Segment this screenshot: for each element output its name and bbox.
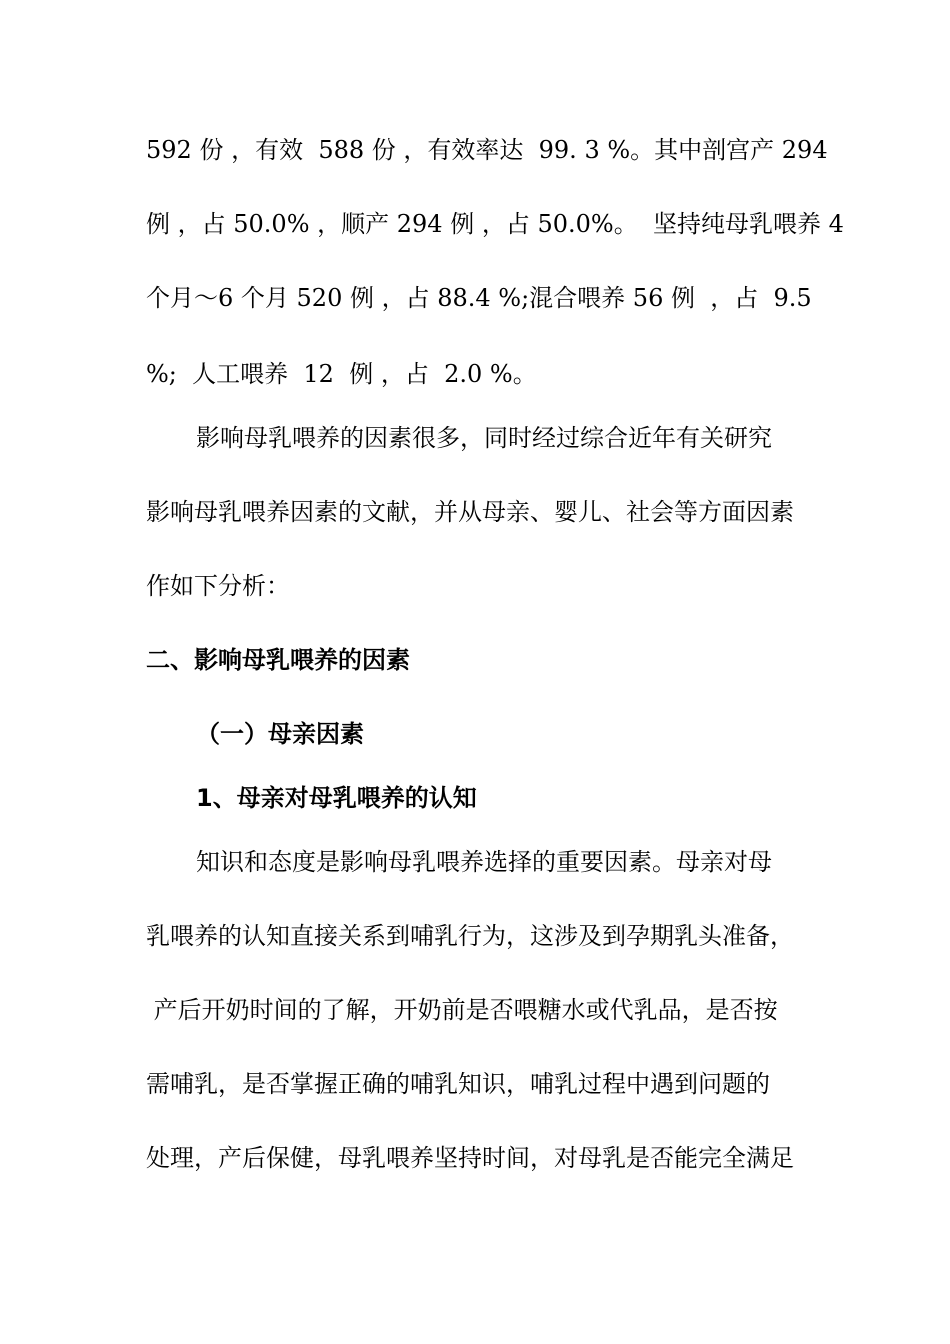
paragraph-line: 处理，产后保健，母乳喂养坚持时间，对母乳是否能完全满足 <box>146 1144 794 1172</box>
paragraph-line: 作如下分析： <box>146 572 290 600</box>
item-heading: 1、母亲对母乳喂养的认知 <box>196 784 477 812</box>
paragraph-line: 产后开奶时间的了解，开奶前是否喂糖水或代乳品，是否按 <box>146 996 778 1024</box>
paragraph-line: 例 ，占 50.0% ，顺产 294 例 ，占 50.0%。 坚持纯母乳喂养 4 <box>146 210 844 238</box>
paragraph-line: 个月～6 个月 520 例 ，占 88.4 %;混合喂养 56 例 ，占 9.5 <box>146 284 812 312</box>
section-heading: 二、影响母乳喂养的因素 <box>146 646 410 674</box>
paragraph-line: 乳喂养的认知直接关系到哺乳行为，这涉及到孕期乳头准备， <box>146 922 794 950</box>
paragraph-line: 知识和态度是影响母乳喂养选择的重要因素。母亲对母 <box>196 848 772 876</box>
paragraph-line: 592 份 ，有效 588 份 ，有效率达 99. 3 %。其中剖宫产 294 <box>146 136 828 164</box>
paragraph-line: %; 人工喂养 12 例 ，占 2.0 %。 <box>146 360 537 388</box>
paragraph-line: 需哺乳，是否掌握正确的哺乳知识，哺乳过程中遇到问题的 <box>146 1070 770 1098</box>
subsection-heading: （一）母亲因素 <box>196 720 364 748</box>
paragraph-line: 影响母乳喂养因素的文献，并从母亲、婴儿、社会等方面因素 <box>146 498 794 526</box>
paragraph-line: 影响母乳喂养的因素很多，同时经过综合近年有关研究 <box>196 424 772 452</box>
